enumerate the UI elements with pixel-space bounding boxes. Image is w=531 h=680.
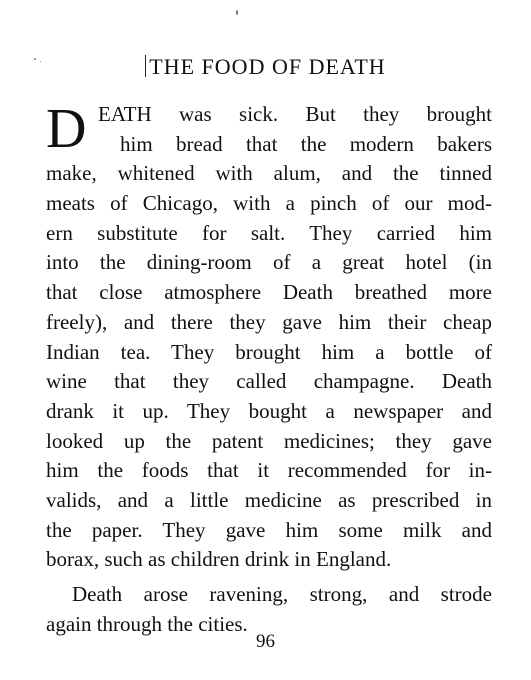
text-line: meats of Chicago, with a pinch of our mod- bbox=[46, 191, 492, 216]
text-line: him the foods that it recommended for in- bbox=[46, 458, 492, 483]
chapter-title-text: THE FOOD OF DEATH bbox=[149, 54, 386, 79]
text-line: valids, and a little medicine as prescribed in bbox=[46, 487, 492, 512]
paragraph-1-opening bbox=[46, 100, 492, 159]
chapter-title bbox=[0, 54, 531, 80]
text-line: drank it up. They bought a newspaper and bbox=[46, 398, 492, 423]
text-line: again through the cities. bbox=[46, 611, 248, 636]
text-line: ern substitute for salt. They carried him bbox=[46, 220, 492, 245]
text-line: make, whitened with alum, and the tinned bbox=[46, 161, 492, 186]
page-number: 96 bbox=[256, 631, 275, 652]
text-line: that close atmosphere Death breathed more bbox=[46, 280, 492, 305]
text-line: Indian tea. They brought him a bottle of bbox=[46, 339, 492, 364]
title-print-mark bbox=[145, 55, 146, 77]
text-line: the paper. They gave him some milk and bbox=[46, 517, 492, 542]
text-line: him bread that the modern bakers bbox=[120, 131, 492, 156]
text-line: freely), and there they gave him their cheap bbox=[46, 309, 492, 334]
text-line: into the dining-room of a great hotel (in bbox=[46, 250, 492, 275]
text-line: borax, such as children drink in England. bbox=[46, 547, 392, 572]
text-line: Death arose ravening, strong, and strode bbox=[72, 582, 492, 606]
text-line: wine that they called champagne. Death bbox=[46, 369, 492, 394]
paragraph-1-body bbox=[46, 159, 492, 575]
ink-speck bbox=[236, 10, 238, 15]
text-line: EATH was sick. But they brought bbox=[98, 102, 492, 126]
story-text bbox=[46, 100, 492, 639]
drop-cap: D bbox=[46, 98, 87, 160]
text-line: looked up the patent medicines; they gave bbox=[46, 428, 492, 453]
